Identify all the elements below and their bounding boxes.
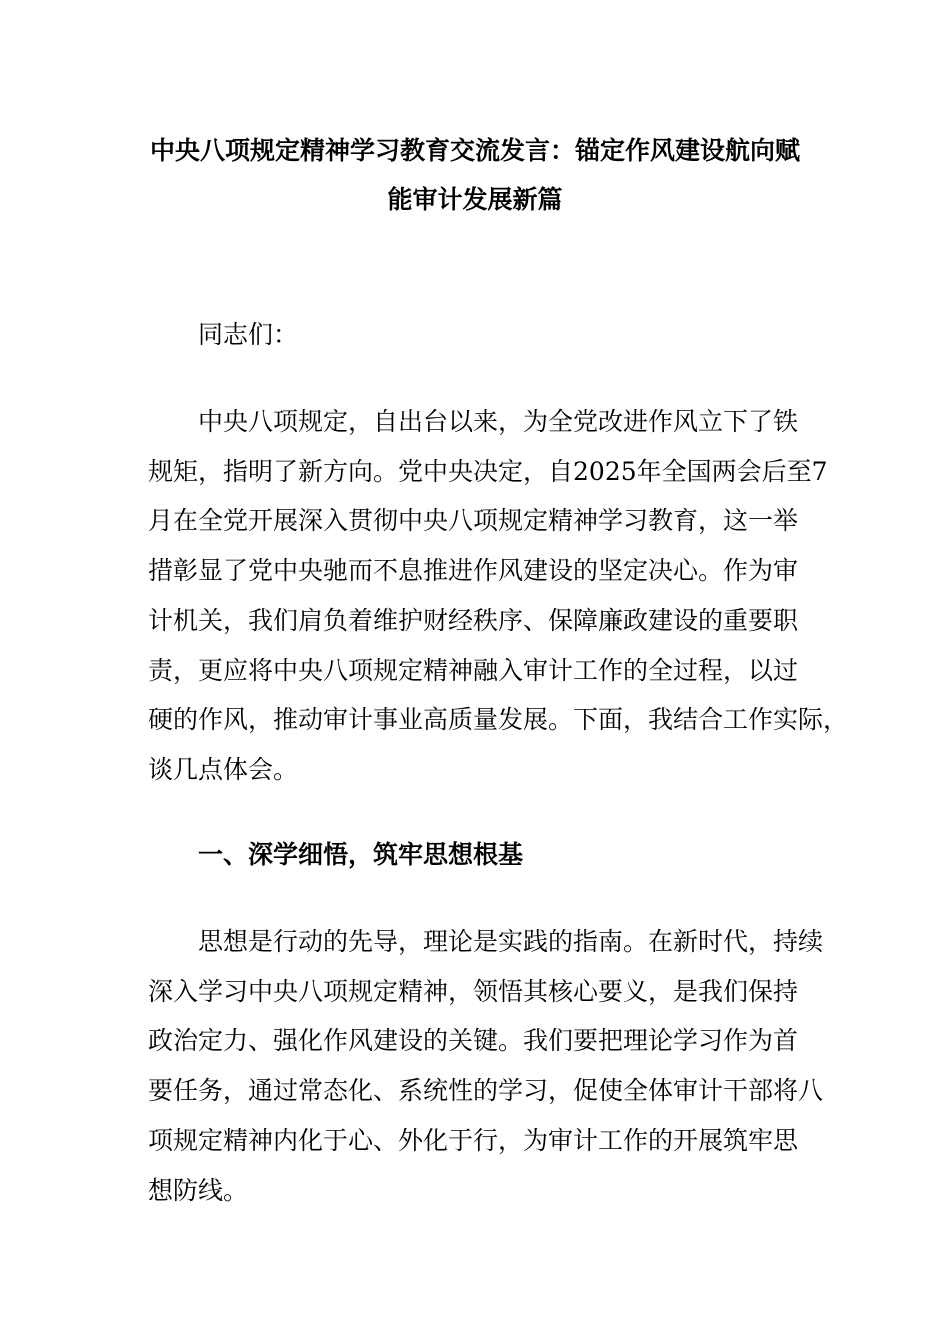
section-heading-1: 一、深学细悟，筑牢思想根基 xyxy=(198,840,524,869)
paragraph-line: 要任务，通过常态化、系统性的学习，促使全体审计干部将八 xyxy=(148,1076,824,1106)
paragraph-line: 思想是行动的先导，理论是实践的指南。在新时代，持续 xyxy=(198,927,824,956)
paragraph-line: 措彰显了党中央驰而不息推进作风建设的坚定决心。作为审 xyxy=(148,556,799,586)
paragraph-intro xyxy=(148,397,849,795)
paragraph-line: 责，更应将中央八项规定精神融入审计工作的全过程，以过 xyxy=(148,655,799,685)
paragraph-line: 谈几点体会。 xyxy=(148,754,299,784)
title-line-1: 中央八项规定精神学习教育交流发言：锚定作风建设航向赋 xyxy=(149,136,800,165)
paragraph-line: 月在全党开展深入贯彻中央八项规定精神学习教育，这一举 xyxy=(148,506,799,536)
paragraph-section1 xyxy=(148,917,824,1215)
paragraph-line: 中央八项规定，自出台以来，为全党改进作风立下了铁 xyxy=(198,407,799,436)
document-title xyxy=(140,126,810,224)
paragraph-line: 项规定精神内化于心、外化于行，为审计工作的开展筑牢思 xyxy=(148,1125,799,1155)
greeting: 同志们： xyxy=(198,320,299,349)
paragraph-line: 政治定力、强化作风建设的关键。我们要把理论学习作为首 xyxy=(148,1026,799,1056)
title-line-2: 能审计发展新篇 xyxy=(387,185,563,214)
paragraph-line: 计机关，我们肩负着维护财经秩序、保障廉政建设的重要职 xyxy=(148,605,799,635)
paragraph-line: 硬的作风，推动审计事业高质量发展。下面，我结合工作实际， xyxy=(148,705,849,735)
paragraph-line: 想防线。 xyxy=(148,1175,249,1205)
paragraph-line: 规矩，指明了新方向。党中央决定，自2025年全国两会后至7 xyxy=(148,456,828,486)
paragraph-line: 深入学习中央八项规定精神，领悟其核心要义，是我们保持 xyxy=(148,976,799,1006)
